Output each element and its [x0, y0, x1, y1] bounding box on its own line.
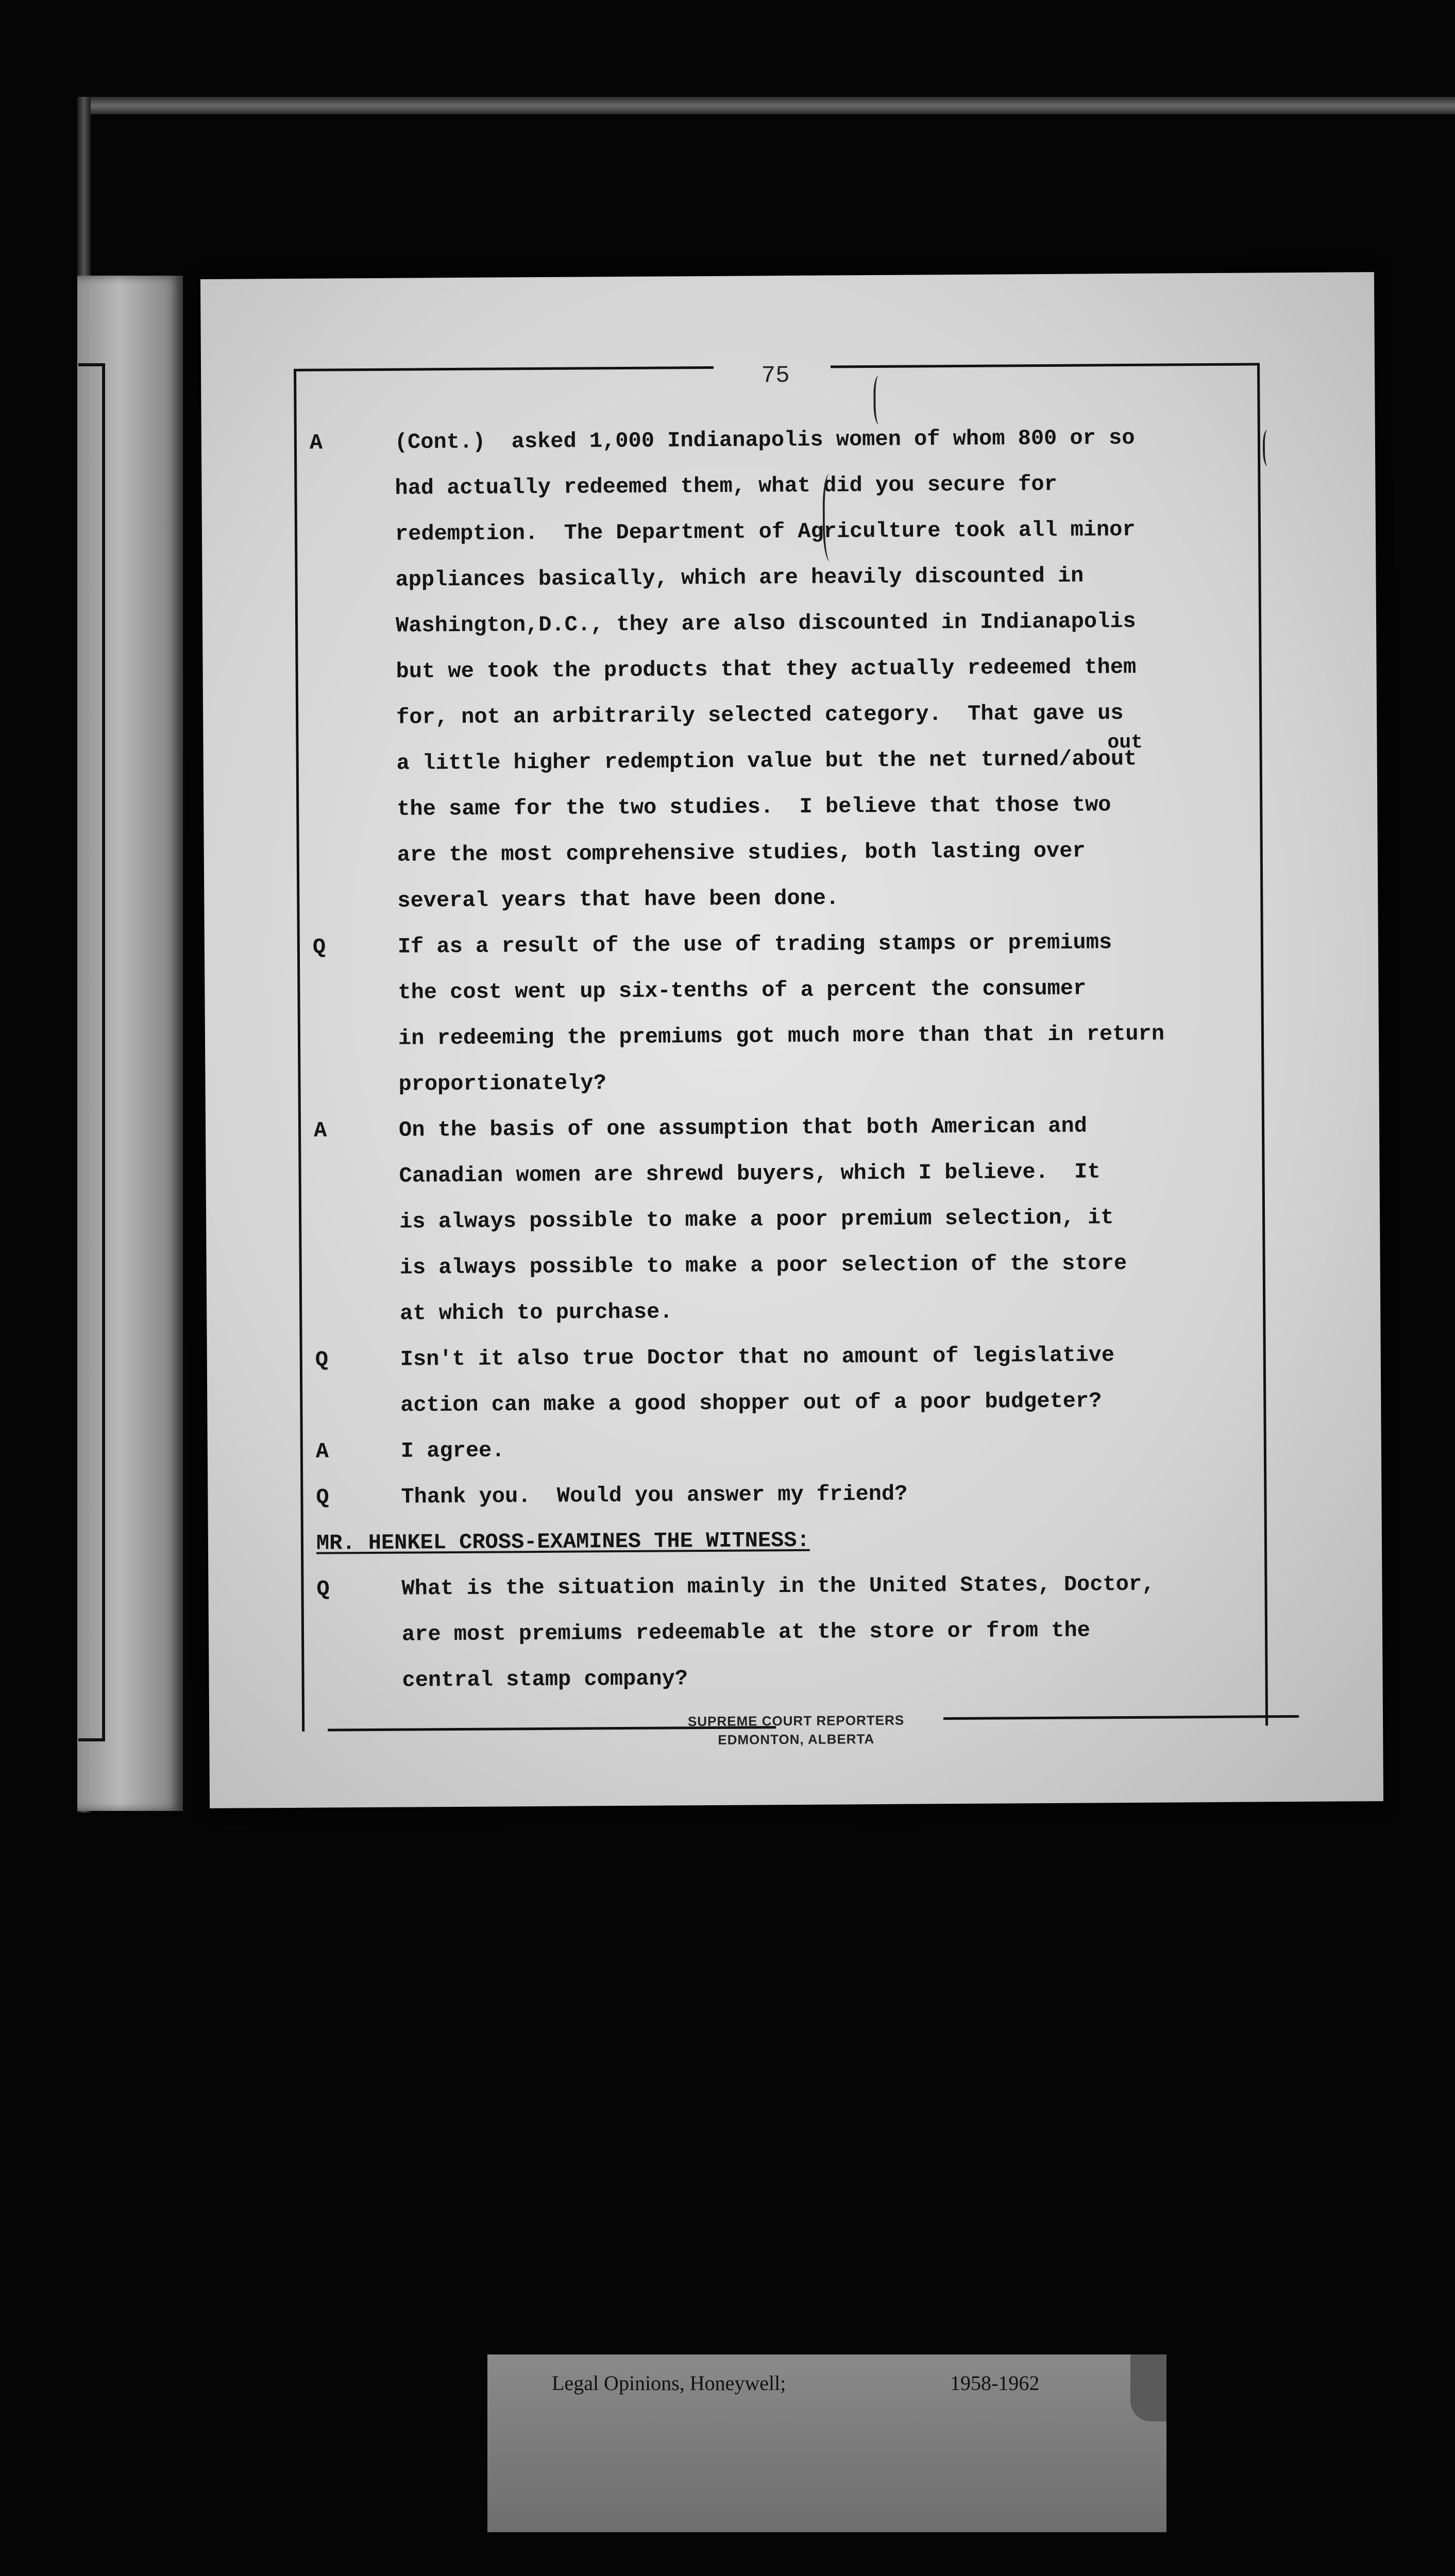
- line-text: but we took the products that they actually redeemed them: [396, 654, 1137, 684]
- transcript-line: [314, 1194, 1294, 1246]
- line-text: MR. HENKEL CROSS-EXAMINES THE WITNESS:: [316, 1528, 810, 1556]
- line-text: appliances basically, which are heavily discounted in: [395, 563, 1084, 592]
- transcript-line: [315, 1285, 1294, 1337]
- transcript-line: [317, 1606, 1296, 1658]
- transcript-line: [316, 1423, 1295, 1475]
- transcript-line: [310, 552, 1290, 604]
- line-text: action can make a good shopper out of a poor budgeter?: [400, 1388, 1102, 1418]
- transcript-line: [316, 1561, 1296, 1613]
- line-text: several years that have been done.: [397, 886, 839, 913]
- line-text: What is the situation mainly in the United States, Doctor,: [401, 1571, 1155, 1601]
- line-text: is always possible to make a poor selection of the store: [399, 1251, 1127, 1280]
- pen-mark: [1263, 430, 1274, 466]
- line-text: the same for the two studies. I believe that those two: [397, 792, 1111, 822]
- transcript-line: [315, 1377, 1295, 1429]
- speaker-label: A: [309, 430, 323, 455]
- transcript-line: [317, 1652, 1296, 1704]
- line-text: Isn't it also true Doctor that no amount of legislative: [400, 1343, 1115, 1372]
- transcript-line: [312, 873, 1292, 925]
- transcript-line: [314, 1148, 1293, 1200]
- pen-mark: [822, 473, 840, 561]
- transcript-line: [313, 964, 1292, 1016]
- transcript-line: [311, 598, 1290, 650]
- line-text: central stamp company?: [402, 1666, 688, 1693]
- transcript-line: [313, 919, 1292, 971]
- section-heading: [316, 1515, 1296, 1567]
- line-text: at which to purchase.: [400, 1299, 673, 1326]
- transcript-line: [310, 460, 1289, 512]
- handwritten-insertion: out: [1107, 731, 1143, 754]
- reporter-stamp-location: EDMONTON, ALBERTA: [718, 1731, 875, 1748]
- line-text: are the most comprehensive studies, both lasting over: [397, 838, 1086, 868]
- archive-label-years: 1958-1962: [950, 2371, 1040, 2395]
- line-text: had actually redeemed them, what did you secure for: [395, 471, 1057, 501]
- document-page: [200, 272, 1383, 1808]
- archive-label-title: Legal Opinions, Honeywell;: [552, 2371, 786, 2395]
- line-text: I agree.: [400, 1438, 505, 1464]
- line-text: Thank you. Would you answer my friend?: [401, 1481, 908, 1510]
- page-number: 75: [761, 362, 790, 389]
- transcript-line: [314, 1240, 1294, 1292]
- transcript-line: [313, 1010, 1293, 1062]
- speaker-label: Q: [316, 1485, 329, 1510]
- speaker-label: Q: [312, 935, 326, 960]
- speaker-label: A: [315, 1439, 329, 1464]
- transcript-line: [310, 506, 1290, 558]
- line-text: (Cont.) asked 1,000 Indianapolis women of whom 800 or so: [394, 425, 1135, 455]
- line-text: is always possible to make a poor premium selection, it: [399, 1205, 1114, 1234]
- transcript-body: [310, 414, 1296, 1704]
- transcript-line: [311, 643, 1290, 696]
- reporter-stamp: SUPREME COURT REPORTERS: [687, 1712, 905, 1730]
- line-text: If as a result of the use of trading stamps or premiums: [397, 930, 1112, 959]
- line-text: On the basis of one assumption that both American and: [398, 1113, 1088, 1143]
- line-text: a little higher redemption value but the net turned/about: [396, 746, 1137, 776]
- line-text: Canadian women are shrewd buyers, which I believe. It: [399, 1159, 1101, 1189]
- line-text: redemption. The Department of Agriculture took all minor: [395, 517, 1136, 547]
- line-text: in redeeming the premiums got much more than that in return: [398, 1021, 1165, 1051]
- transcript-line: [316, 1469, 1295, 1521]
- line-text: are most premiums redeemable at the store or from the: [401, 1618, 1090, 1647]
- transcript-line: [314, 1102, 1293, 1154]
- speaker-label: Q: [315, 1347, 329, 1372]
- transcript-line: [312, 827, 1292, 879]
- film-frame-top: [77, 97, 1455, 114]
- speaker-label: A: [313, 1118, 327, 1143]
- archive-label-tab: [1130, 2354, 1166, 2421]
- transcript-line: [311, 731, 1291, 787]
- line-text: proportionately?: [398, 1071, 606, 1097]
- line-text: the cost went up six-tenths of a percent the consumer: [398, 976, 1087, 1005]
- archive-label: [487, 2354, 1166, 2532]
- adjacent-page-border: [78, 363, 105, 1741]
- transcript-line: [315, 1331, 1295, 1383]
- transcript-line: [312, 781, 1291, 833]
- transcript-line: [311, 689, 1291, 741]
- transcript-line: [313, 1056, 1293, 1108]
- pen-mark: [873, 376, 887, 425]
- speaker-label: Q: [316, 1577, 330, 1602]
- transcript-line: [310, 414, 1289, 466]
- line-text: for, not an arbitrarily selected category. That gave us: [396, 701, 1124, 730]
- line-text: Washington,D.C., they are also discounted in Indianapolis: [395, 608, 1136, 638]
